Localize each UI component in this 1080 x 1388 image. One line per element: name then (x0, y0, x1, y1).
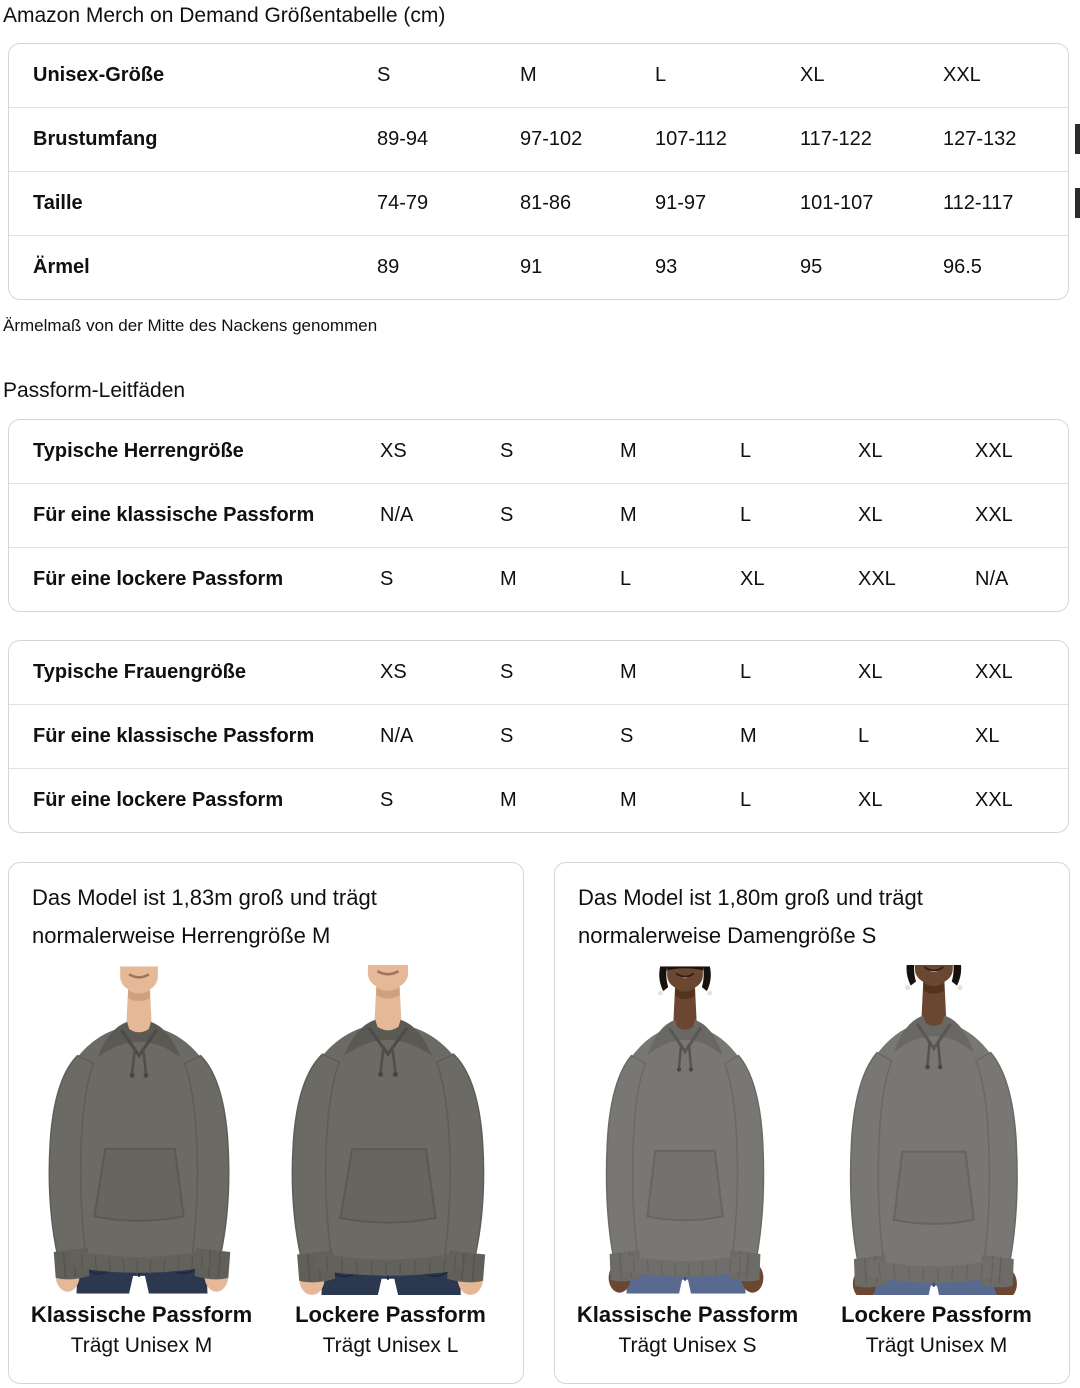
cell: S (500, 504, 514, 526)
figure-classic-fit (17, 965, 266, 1361)
cell: 107-112 (655, 128, 727, 150)
female-model-classic-fit-photo (564, 965, 812, 1295)
cell: XXL (975, 661, 1013, 683)
cell: N/A (380, 504, 414, 526)
cell: N/A (975, 568, 1009, 590)
cell: 93 (655, 256, 678, 278)
cell: XL (800, 64, 825, 86)
cell: S (377, 64, 391, 86)
cropped-text-fragment (1075, 188, 1080, 218)
cell: L (655, 64, 667, 86)
fit-guides-heading: Passform-Leitfäden (3, 379, 186, 402)
cell: XXL (975, 504, 1013, 526)
cell: 97-102 (520, 128, 583, 150)
table-row (9, 235, 1068, 299)
figures-row (555, 965, 1069, 1361)
cell: L (620, 568, 632, 590)
cell: XS (380, 440, 407, 462)
cropped-text-fragment (1075, 124, 1080, 154)
fit-caption: Klassische Passform (30, 1302, 253, 1327)
male-model-card (8, 862, 524, 1384)
row-label: Typische Frauengröße (33, 661, 247, 683)
model-description-line2: normalerweise Damengröße S (578, 923, 877, 948)
cell: XL (975, 725, 1000, 747)
cell: M (620, 789, 637, 811)
cell: XL (858, 789, 883, 811)
fit-sub-caption: Trägt Unisex M (70, 1334, 213, 1357)
cell: L (740, 440, 752, 462)
cell: XXL (943, 64, 981, 86)
cell: L (858, 725, 870, 747)
cell: XS (380, 661, 407, 683)
cell: 95 (800, 256, 823, 278)
table-row (9, 547, 1068, 611)
cell: S (500, 725, 514, 747)
figure-classic-fit (563, 965, 812, 1361)
cell: 96.5 (943, 256, 982, 278)
table-row (9, 171, 1068, 235)
cell: XL (858, 661, 883, 683)
womens-fit-guide-table (8, 640, 1069, 833)
row-label: Für eine klassische Passform (33, 725, 315, 747)
table-row (9, 641, 1068, 704)
row-label: Für eine lockere Passform (33, 568, 284, 590)
cell: 91-97 (655, 192, 707, 214)
table-row (9, 107, 1068, 171)
row-label: Taille (33, 192, 83, 214)
mens-fit-guide-table (8, 419, 1069, 612)
cell: S (380, 789, 394, 811)
table-row (9, 483, 1068, 547)
page-title: Amazon Merch on Demand Größentabelle (cm) (3, 4, 446, 27)
cell: 81-86 (520, 192, 572, 214)
fit-sub-caption: Trägt Unisex M (865, 1334, 1008, 1357)
fit-caption: Lockere Passform (841, 1302, 1032, 1327)
fit-sub-caption: Trägt Unisex S (618, 1334, 757, 1357)
model-cards-row (8, 862, 1071, 1384)
cell: 117-122 (800, 128, 872, 150)
cell: L (740, 504, 752, 526)
row-label: Typische Herrengröße (33, 440, 244, 462)
female-model-card (554, 862, 1070, 1384)
fit-sub-caption: Trägt Unisex L (322, 1334, 459, 1357)
cell: 89 (377, 256, 400, 278)
cell: XXL (975, 440, 1013, 462)
cell: M (620, 504, 637, 526)
table-row (9, 704, 1068, 768)
unisex-size-table (8, 43, 1069, 300)
model-description (555, 879, 1069, 955)
cell: XL (858, 504, 883, 526)
cell: S (380, 568, 394, 590)
cell: 127-132 (943, 128, 1017, 150)
cell: XXL (975, 789, 1013, 811)
row-label: Für eine klassische Passform (33, 504, 315, 526)
model-description-line1: Das Model ist 1,83m groß und trägt (32, 885, 377, 910)
cell: S (500, 440, 514, 462)
cell: S (500, 661, 514, 683)
cell: 101-107 (800, 192, 874, 214)
sleeve-measurement-footnote: Ärmelmaß von der Mitte des Nackens genommen (3, 316, 378, 335)
cell: M (620, 661, 637, 683)
table-row (9, 420, 1068, 483)
row-label: Brustumfang (33, 128, 158, 150)
figures-row (9, 965, 523, 1361)
cell: S (620, 725, 634, 747)
model-description (9, 879, 523, 955)
model-description-line2: normalerweise Herrengröße M (32, 923, 331, 948)
model-description-line1: Das Model ist 1,80m groß und trägt (578, 885, 923, 910)
cell: L (740, 661, 752, 683)
cell: 89-94 (377, 128, 429, 150)
table-row (9, 44, 1068, 107)
cell: XXL (858, 568, 896, 590)
cell: 91 (520, 256, 543, 278)
fit-caption: Klassische Passform (576, 1302, 799, 1327)
fit-caption: Lockere Passform (295, 1302, 486, 1327)
female-model-loose-fit-photo (813, 965, 1061, 1295)
figure-loose-fit (266, 965, 515, 1361)
row-label: Für eine lockere Passform (33, 789, 284, 811)
cell: XL (740, 568, 765, 590)
male-model-classic-fit-photo (18, 965, 266, 1295)
cell: L (740, 789, 752, 811)
cell: 74-79 (377, 192, 429, 214)
table-row (9, 768, 1068, 832)
cell: M (500, 568, 517, 590)
cell: M (620, 440, 637, 462)
male-model-loose-fit-photo (267, 965, 515, 1295)
row-label: Unisex-Größe (33, 64, 165, 86)
cell: 112-117 (943, 192, 1014, 214)
cell: M (500, 789, 517, 811)
row-label: Ärmel (33, 256, 90, 278)
cell: M (520, 64, 537, 86)
figure-loose-fit (812, 965, 1061, 1361)
cell: N/A (380, 725, 414, 747)
cell: M (740, 725, 757, 747)
cell: XL (858, 440, 883, 462)
